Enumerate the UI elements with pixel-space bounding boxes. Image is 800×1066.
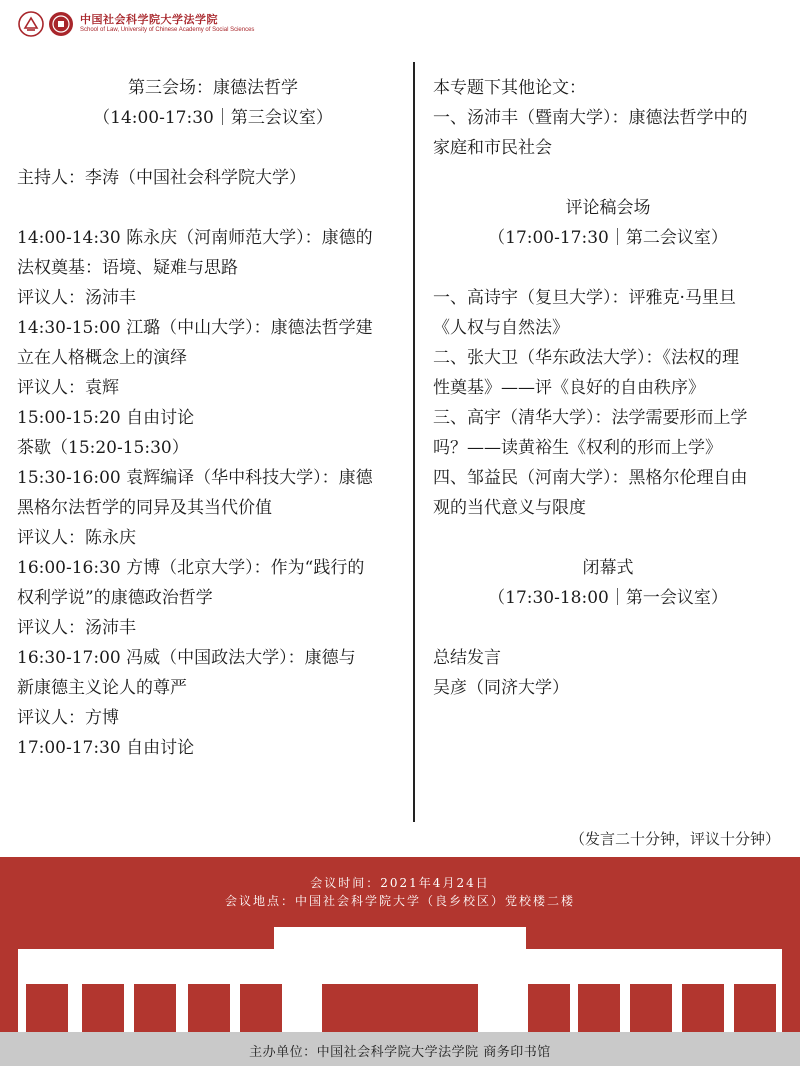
review-line: 四、邹益民（河南大学）：黑格尔伦理自由	[433, 468, 748, 488]
schedule-line: 16:30-17:00 冯威（中国政法大学）：康德与	[17, 648, 356, 668]
schedule-line: 新康德主义论人的尊严	[17, 678, 187, 698]
schedule-line: 评议人：袁辉	[17, 378, 119, 398]
header-text	[80, 13, 254, 35]
review-line: 吗？——读黄裕生《权利的形而上学》	[433, 438, 722, 458]
venue-time: （14:00-17:30｜第三会议室）	[93, 108, 333, 128]
schedule-line: 黑格尔法哲学的同异及其当代价值	[17, 498, 272, 518]
closing-time: （17:30-18:00｜第一会议室）	[488, 588, 728, 608]
schedule-line: 立在人格概念上的演绎	[17, 348, 187, 368]
schedule-line: 14:00-14:30 陈永庆（河南师范大学）：康德的	[17, 228, 373, 248]
review-session-title: 评论稿会场	[565, 198, 651, 218]
timing-note: （发言二十分钟，评议十分钟）	[569, 830, 780, 848]
review-line: 三、高宇（清华大学）：法学需要形而上学	[433, 408, 748, 428]
host-line: 主持人：李涛（中国社会科学院大学）	[17, 168, 306, 188]
schedule-line: 14:30-15:00 江璐（中山大学）：康德法哲学建	[17, 318, 373, 338]
review-line: 《人权与自然法》	[433, 318, 569, 338]
school-name-cn: 中国社会科学院大学法学院	[80, 13, 218, 26]
university-logo-icon	[18, 11, 44, 37]
review-line: 性奠基》——评《良好的自由秩序》	[433, 378, 705, 398]
venue-title: 第三会场：康德法哲学	[128, 78, 298, 98]
schedule-line: 评议人：方博	[17, 708, 119, 728]
left-column	[17, 73, 409, 763]
right-column	[433, 73, 783, 703]
schedule-line: 权利学说”的康德政治哲学	[17, 588, 213, 608]
schedule-line: 法权奠基：语境、疑难与思路	[17, 258, 238, 278]
other-paper-line: 一、汤沛丰（暨南大学）：康德法哲学中的	[433, 108, 748, 128]
schedule-line: 评议人：汤沛丰	[17, 288, 136, 308]
column-divider	[413, 62, 415, 822]
review-session-time: （17:00-17:30｜第二会议室）	[488, 228, 728, 248]
meeting-place: 会议地点：中国社会科学院大学（良乡校区）党校楼二楼	[224, 894, 575, 908]
schedule-line: 评议人：陈永庆	[17, 528, 136, 548]
schedule-line: 17:00-17:30 自由讨论	[17, 738, 195, 758]
school-name-en: School of Law, University of Chinese Academy of Social Sciences	[80, 27, 255, 33]
review-line: 观的当代意义与限度	[433, 498, 586, 518]
meeting-time: 会议时间：2021年4月24日	[310, 876, 490, 890]
schedule-line: 评议人：汤沛丰	[17, 618, 136, 638]
schedule-line: 茶歇（15:20-15:30）	[17, 438, 189, 458]
schedule-line: 15:00-15:20 自由讨论	[17, 408, 195, 428]
organizers-line: 主办单位：中国社会科学院大学法学院 商务印书馆	[249, 1045, 551, 1060]
review-line: 一、高诗宇（复旦大学）：评雅克·马里旦	[433, 288, 736, 308]
schedule-line: 15:30-16:00 袁辉编译（华中科技大学）：康德	[17, 468, 373, 488]
other-papers-title: 本专题下其他论文：	[433, 78, 586, 98]
summary-speaker: 吴彦（同济大学）	[433, 678, 569, 698]
header	[18, 9, 254, 39]
schedule-line: 16:00-16:30 方博（北京大学）：作为“践行的	[17, 558, 365, 578]
law-school-seal-icon	[48, 11, 74, 37]
review-line: 二、张大卫（华东政法大学）：《法权的理	[433, 348, 739, 368]
closing-title: 闭幕式	[582, 558, 634, 578]
other-paper-line: 家庭和市民社会	[433, 138, 552, 158]
summary-label: 总结发言	[433, 648, 501, 668]
